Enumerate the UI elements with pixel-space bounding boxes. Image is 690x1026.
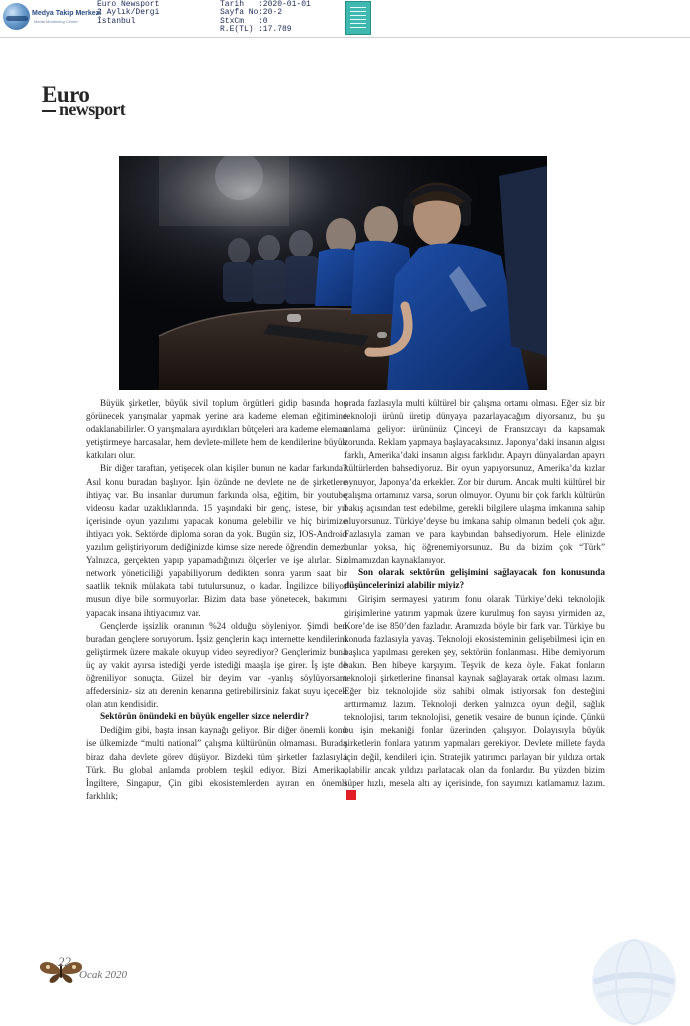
field-stxcm: StxCm :0	[220, 16, 268, 26]
paragraph: orada fazlasıyla multi kültürel bir çalışma ortamı olması. Eğer siz bir teknoloji ürünü üretip dünyaya pazarlayacağım diyorsanız, bu şu anlama geliyor: ürününüz Çinceyi de Fransızcayı da kapsamak zorunda. Reklam yapmaya başlayacaksınız. Japonya’daki insanın algısı farklı, Amerika’daki insanın algısı farklıdır. Apayrı dünyalardan apayrı kültürlerden bahsediyoruz. Bir oyun yapıyorsunuz, Amerika’da kızlar oynuyor, Japonya’da erkekler. Zor bir durum. Ancak multi kültürel bir çalışma ortamınız varsa, sorun olmuyor. Oyunu bir çok farklı kültürün bakış açısından test edebilme, gerekli bilgilere ulaşma imkanına sahip oluyorsunuz. Türkiye’deyse bu imkana sahip olmanın bedeli çok ağır. Fazlasıyla zaman ve para kaybından bahsediyorum. Hele elinizde bunlar yoksa, hiç öğrenemiyorsunuz. Bu da bizim çok “Türk” olmamızdan kaynaklanıyor.	[344, 398, 605, 566]
publication-frequency: 2 Aylık/Dergi	[97, 8, 160, 18]
logo-underline	[42, 110, 56, 112]
page-thumbnail[interactable]	[345, 1, 371, 35]
paragraph: Bir diğer taraftan, yetişecek olan kişiler bunun ne kadar farkında? Asıl konu buradan başlıyor. İşin özünde ne devlete ne de şirketlere ihtiyaç var. Bu insanlar durumun farkında olsa, eğitim, bir youtube videosu kadar uzaklıklarında. 15 yaşındaki bir genç, istese, bir yıl içerisinde oyun yazılımı yapacak konuma gelebilir ve hiç birimize ihtiyacı yok. Sektörde diploma soran da yok. Bugün siz, IOS-Android yazılım geliştiriyorum dediğinizde kimse size nerede öğrendin demez. Yalnızca, gerçekten yapıp yapamadığınızı ölçerler ve işe alırlar. Siz network yöneticiliği yapabiliyorum dedikten sonra yarım saat bir saatlik teknik mülakata tabi tutulursunuz, o kadar. İngilizce biliyor musun diye bile sormuyorlar. Bizim data base yönetecek, bakımını yapacak insana ihtiyacımız var.	[86, 463, 347, 618]
page-number: 22	[58, 954, 71, 969]
field-ad-value: R.E(TL) :17.789	[220, 25, 292, 35]
issue-date: Ocak 2020	[79, 969, 127, 981]
paragraph-final-text: Girişim sermayesi yatırım fonu olarak Türkiye’deki teknolojik girişimlerine yatırım yapmak üzere kurulmuş fon sayısı yirmiden az, Kore’de ise 850’den fazladır. Aramızda böyle bir fark var. Türkiye bu konuda fazlasıyla yavaş. Teknoloji ekosisteminin gelişebilmesi için en başlıca yapılması gereken şey, sektörün fonlanması. Hibe demiyorum bakın. Ben hibeye karşıyım. Teşvik de keza öyle. Fakat fonların teknoloji şirketlerine finansal kaynak sağlayarak ortak olması lazım. Eğer biz teknolojide söz sahibi olmak istiyorsak fon desteğini arttırmamız lazım. Teknoloji derken yalnızca oyun değil, sağlık teknolojisi, tarım teknolojisi, genetik vesaire de bunun içinde. Çünkü bu işin mekaniği fonlar üzerinden çalışıyor. Dolayısıyla büyük şirketlerin fonlara yatırım yapmaları gerekiyor. Devlete millete fayda için değil, kendileri için. Stratejik yatırımcı parlayan bir yıldıza ortak olabilir ancak yıldızı parlatacak olan da fonlardır. Bu yüzden bizim süper hızlı, mesela altı ay içerisinde, fon sayımızı katlamamız lazım.	[344, 594, 605, 788]
field-date: Tarih :2020-01-01	[220, 0, 311, 9]
agency-name: Medya Takip Merkezi	[32, 10, 102, 17]
clipping-fields	[220, 1, 311, 35]
article-right-column	[344, 397, 605, 803]
paragraph: Dediğim gibi, başta insan kaynağı geliyor. Bir diğer önemli konu ise ülkemizde “multi national” çalışma kültürünün olmaması. Burada biraz daha devlete görev düşüyor. Bizdeki tüm şirketler fazlasıyla Türk. Bu global anlamda problem teşkil ediyor. Bizi Amerika, İngiltere, Singapur, Çin gibi ekosistemlerden ayıran en önemli farklılık;	[86, 725, 347, 801]
article-left-column	[86, 397, 347, 803]
agency-logo-band	[6, 16, 28, 21]
magazine-logo	[42, 82, 142, 122]
field-page: Sayfa No:20-2	[220, 8, 283, 18]
publication-name: Euro Newsport	[97, 0, 160, 9]
paragraph-final	[344, 593, 605, 803]
publication-city: İstanbul	[97, 16, 136, 26]
agency-watermark-globe	[590, 938, 678, 1026]
interview-question: Sektörün önündeki en büyük engeller sizce nelerdir?	[100, 712, 310, 723]
logo-euro: Euro	[42, 82, 90, 107]
paragraph: Gençlerde işsizlik oranının %24 olduğu söyleniyor. Şimdi ben buradan gençlere soruyorum. İşsiz gençlerin kaçı internette kendilerini geliştirmek üzere makale okuyup video seyrediyor? Gençlerimiz buna üç ay vakit ayırsa istediği yerde istediği maaşla işe girer. İş işte de öğreniliyor sonuçta. Güzel bir deyim var -yanlış söylüyorsam affedersiniz- siz atı derenin kenarına getirebilirsiniz fakat suyu içecek olan atın kendisidir.	[86, 620, 347, 710]
interview-question: Son olarak sektörün gelişimini sağlayacak fon konusunda düşüncelerinizi alabilir miyiz?	[344, 568, 605, 592]
agency-tagline: Media Monitoring Center	[34, 19, 78, 24]
publication-info	[97, 1, 159, 26]
esports-players-photo	[119, 156, 547, 390]
logo-newsport: newsport	[59, 99, 126, 119]
paragraph: Büyük şirketler, büyük sivil toplum örgütleri gidip basında hoş görünecek yarışmalar yapmak yerine ara kademe eleman eğitimine odaklanabilirler. O yarışmalara ayırdıkları bütçeleri ara kademe eleman yetiştirmeye harcasalar, hem devlete-millete hem de kendilerine büyük katkıları olur.	[86, 398, 347, 461]
clipping-header	[0, 0, 690, 38]
photo-illustration	[119, 156, 547, 390]
end-of-article-mark	[346, 790, 356, 800]
header-divider	[0, 37, 690, 38]
